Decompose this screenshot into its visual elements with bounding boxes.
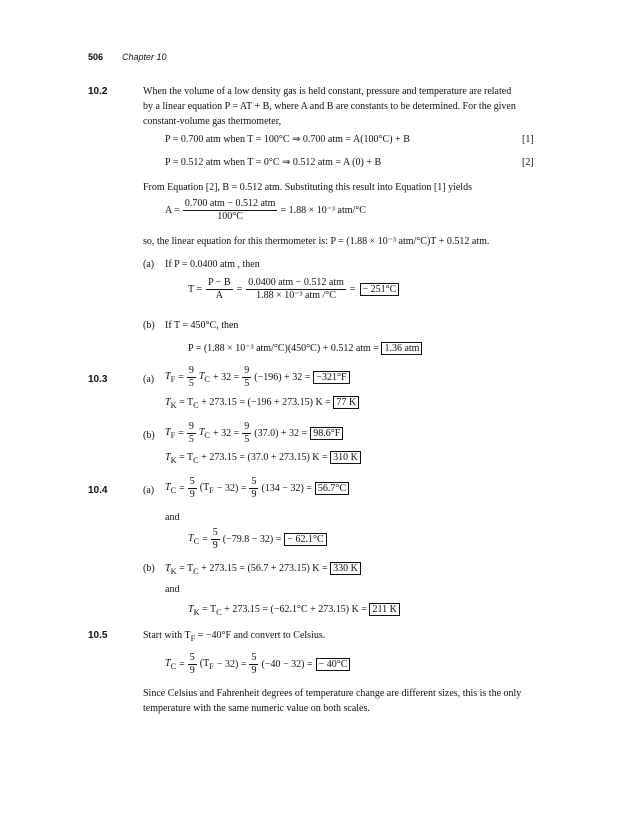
minus-32: − 32) =	[216, 659, 247, 670]
mid: ($T_F$	[199, 482, 214, 495]
answer-box: 98.6°F	[310, 427, 343, 440]
mid: $T_C$	[198, 371, 210, 384]
lhs: $T_F$	[165, 427, 176, 440]
problem-number-10-3: 10.3	[88, 374, 108, 385]
part-a-label-10-3: (a)	[143, 374, 155, 385]
tail: (−79.8 − 32) =	[222, 534, 282, 545]
equals-sign: =	[179, 659, 185, 670]
fraction-5-9: $\frac{5}{9}$	[251, 476, 257, 500]
answer-box: 77 K	[333, 396, 359, 409]
problem-number-10-4: 10.4	[88, 485, 108, 496]
part-b-label-10-2: (b)	[143, 320, 155, 331]
mid: ($T_F$	[199, 658, 214, 671]
A-fraction	[183, 198, 278, 223]
equation-1-tag: [1]	[522, 134, 534, 145]
fraction-denominator: A	[215, 290, 223, 301]
answer-box: −321°F	[313, 371, 349, 384]
equation-TK-10-4b2: $T_K = T_C + 273.15 = (-62.1^\circ C + 273.15) K = 211$ K	[188, 604, 400, 617]
chapter-title: Chapter 10	[122, 52, 167, 62]
fraction-9-5: $\frac{9}{5}$	[244, 421, 250, 445]
T-lhs: T =	[188, 284, 203, 295]
since-line-1: Since Celsius and Fahrenheit degrees of temperature change are different sizes, this is the only	[143, 688, 522, 699]
answer-box: 56.7°C	[315, 482, 349, 495]
answer-box: − 251°C	[360, 283, 400, 296]
equation-2-tag: [2]	[522, 157, 534, 168]
fraction-5-9: $\frac{5}{9}$	[212, 527, 218, 551]
page-number: 506	[88, 52, 104, 62]
equation-TC-10-5	[165, 652, 350, 677]
equals-sign: =	[178, 428, 184, 439]
equals-sign: =	[349, 284, 356, 295]
fraction-9-5: $\frac{9}{5}$	[188, 421, 194, 445]
equals-sign: =	[202, 534, 208, 545]
fraction-9-5: $\frac{9}{5}$	[188, 365, 194, 389]
A-denominator: 100°C	[217, 211, 243, 222]
tail: (37.0) + 32 =	[254, 428, 308, 439]
equation-A	[165, 198, 366, 223]
plus-32: + 32 =	[212, 372, 240, 383]
equals-sign: =	[179, 483, 185, 494]
and-text: and	[165, 584, 180, 595]
P-expression: P = (1.88 × 10⁻³ atm/°C)(450°C) + 0.512 atm =	[188, 343, 379, 354]
part-a-text-10-2: If P = 0.0400 atm , then	[165, 259, 260, 270]
A-rhs: = 1.88 × 10⁻³ atm/°C	[280, 205, 366, 216]
mid: $T_C$	[198, 427, 210, 440]
A-numerator: 0.700 atm − 0.512 atm	[184, 198, 276, 209]
equation-P-at-450	[188, 343, 422, 354]
equation-TC-a2	[188, 527, 327, 552]
part-a-label-10-2: (a)	[143, 259, 155, 270]
answer-box: 330 K	[330, 562, 361, 575]
part-b-label-10-4: (b)	[143, 563, 155, 574]
fraction-5-9: $\frac{5}{9}$	[189, 652, 195, 676]
lhs: $T_C$	[165, 482, 177, 495]
minus-32: − 32) =	[216, 483, 247, 494]
answer-box: 310 K	[330, 451, 361, 464]
equation-T-from-P	[188, 277, 399, 302]
tail: (−196) + 32 =	[254, 372, 311, 383]
lhs: $T_C$	[165, 658, 177, 671]
equation-TK-b: $T_K = T_C + 273.15 = (37.0 + 273.15) K = 310$ K	[165, 452, 361, 465]
equation-TF-b	[165, 421, 343, 446]
equals-sign: =	[178, 372, 184, 383]
equation-2: P = 0.512 atm when T = 0°C ⇒ 0.512 atm = A (0) + B	[165, 157, 382, 168]
problem-number-10-2: 10.2	[88, 86, 108, 97]
fraction-values	[246, 277, 346, 302]
equation-TC-a	[165, 476, 349, 501]
equation-TK-a: $T_K = T_C + 273.15 = (-196 + 273.15) K = 77$ K	[165, 397, 359, 410]
fraction-P-B-over-A	[206, 277, 233, 302]
and-text: and	[165, 512, 180, 523]
part-a-label-10-4: (a)	[143, 485, 155, 496]
fraction-numerator: 0.0400 atm − 0.512 atm	[248, 277, 344, 288]
answer-box: 211 K	[369, 603, 399, 616]
tail: (−40 − 32) =	[261, 659, 313, 670]
linear-equation-text: so, the linear equation for this thermometer is: P = (1.88 × 10⁻³ atm/°C)T + 0.512 atm.	[143, 236, 490, 247]
intro-line-2: by a linear equation P = AT + B, where A and B are constants to be determined. For the given	[143, 101, 516, 112]
equation-TF-a	[165, 365, 350, 390]
start-text: Start with $T_F = -40^\circ F$ and convert to Celsius.	[143, 630, 326, 643]
lhs: $T_F$	[165, 371, 176, 384]
intro-line-1: When the volume of a low density gas is held constant, pressure and temperature are related	[143, 86, 512, 97]
A-lhs: A =	[165, 205, 180, 216]
equation-1: P = 0.700 atm when T = 100°C ⇒ 0.700 atm = A(100°C) + B	[165, 134, 410, 145]
answer-box: − 62.1°C	[284, 533, 326, 546]
answer-box: 1.36 atm	[381, 342, 422, 355]
intro-line-3: constant-volume gas thermometer,	[143, 116, 282, 127]
fraction-numerator: P − B	[208, 277, 231, 288]
fraction-5-9: $\frac{5}{9}$	[189, 476, 195, 500]
tail: (134 − 32) =	[261, 483, 312, 494]
problem-number-10-5: 10.5	[88, 630, 108, 641]
equals-sign: =	[236, 284, 243, 295]
fraction-9-5: $\frac{9}{5}$	[244, 365, 250, 389]
fraction-5-9: $\frac{5}{9}$	[251, 652, 257, 676]
equation-TK-10-4b: $T_K = T_C + 273.15 = (56.7 + 273.15) K = 330$ K	[165, 563, 361, 576]
fraction-denominator: 1.88 × 10⁻³ atm /°C	[256, 290, 336, 301]
lhs: $T_C$	[188, 533, 200, 546]
since-line-2: temperature with the same numeric value on both scales.	[143, 703, 370, 714]
part-b-text-10-2: If T = 450°C, then	[165, 320, 239, 331]
answer-box: − 40°C	[316, 658, 351, 671]
plus-32: + 32 =	[212, 428, 240, 439]
part-b-label-10-3: (b)	[143, 430, 155, 441]
from-equation-text: From Equation [2], B = 0.512 atm. Substituting this result into Equation [1] yields	[143, 182, 472, 193]
